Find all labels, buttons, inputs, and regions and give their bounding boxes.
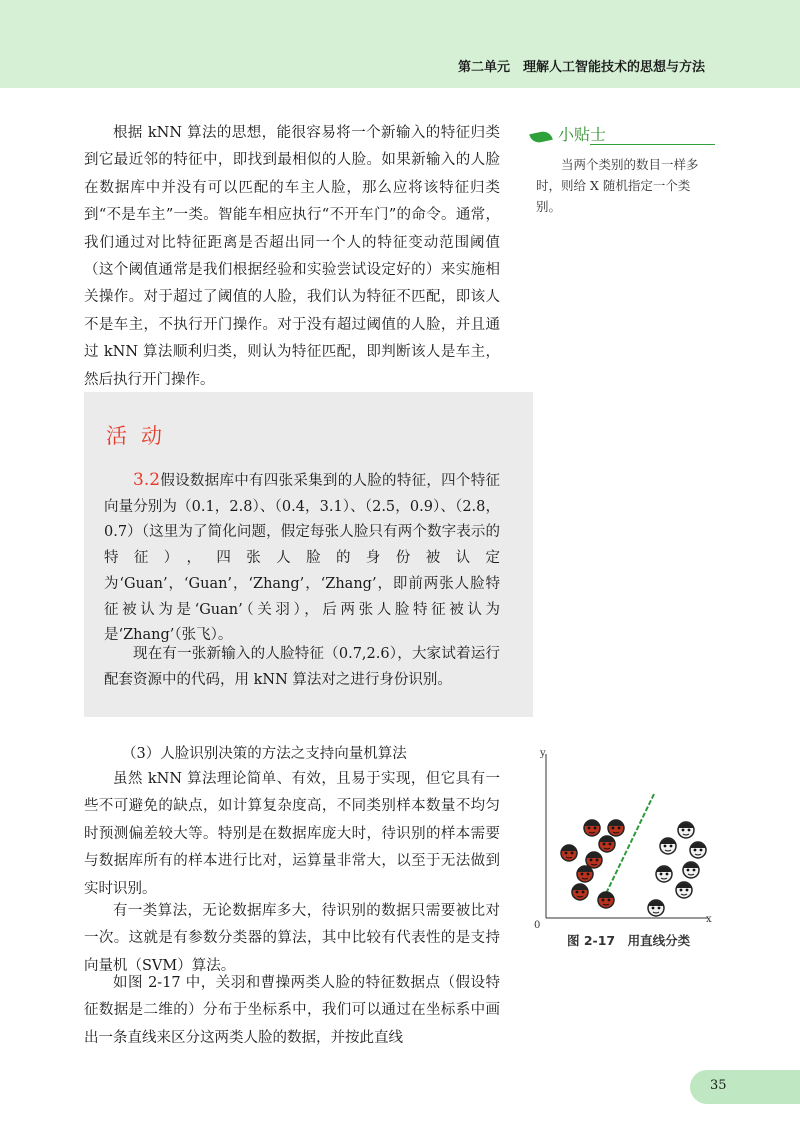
x-axis-label: x <box>706 914 712 925</box>
classification-plot <box>536 746 726 936</box>
white-face-icon <box>648 900 664 916</box>
origin-label: 0 <box>534 920 541 931</box>
activity-text-1: 假设数据库中有四张采集到的人脸的特征，四个特征向量分别为（0.1，2.8）、（0.4，3.1）、（2.5，0.9）、（2.8，0.7）（这里为了简化问题，假定每张人脸只有两个数字表示的特征），四张人脸的身份被认定为‘Guan’，‘Guan’，‘Zhang’，‘Zhang’，即前两张人脸特征被认为是‘Guan’（关羽），后两张人脸特征被认为是‘Zhang’（张飞）。 <box>104 473 500 644</box>
red-face-icon <box>572 884 588 900</box>
red-face-icon <box>561 845 577 861</box>
tip-header <box>530 118 720 148</box>
activity-paragraph-2: 现在有一张新输入的人脸特征（0.7,2.6），大家试着运行配套资源中的代码，用 kNN 算法对之进行身份识别。 <box>104 646 500 688</box>
section-paragraph-2: 有一类算法，无论数据库多大，待识别的数据只需要被比对一次。这就是有参数分类器的算法，其中比较有代表性的是支持向量机（SVM）算法。 <box>84 903 500 974</box>
chapter-title: 第二单元 理解人工智能技术的思想与方法 <box>457 60 705 75</box>
tip-body: 当两个类别的数目一样多时，则给 X 随机指定一个类别。 <box>536 157 699 214</box>
white-face-icon <box>660 838 676 854</box>
intro-paragraph: 根据 kNN 算法的思想，能很容易将一个新输入的特征归类到它最近邻的特征中，即找到最相似的人脸。如果新输入的人脸在数据库中并没有可以匹配的车主人脸，那么应将该特征归类到“不是车主”一类。智能车相应执行“不开车门”的命令。通常，我们通过对比特征距离是否超出同一个人的特征变动范围阈值（这个阈值通常是我们根据经验和实验尝试设定好的）来实施相关操作。对于超过了阈值的人脸，我们认为特征不匹配，即该人不是车主，不执行开门操作。对于没有超过阈值的人脸，并且通过 kNN 算法顺利归类，则认为特征匹配，即判断该人是车主，然后执行开门操作。 <box>84 125 500 388</box>
page-number-tab <box>690 1070 800 1104</box>
tip-title: 小贴士 <box>558 125 607 144</box>
leaf-icon <box>529 130 553 144</box>
red-face-icon <box>608 820 624 836</box>
figure-caption: 图 2-17 用直线分类 <box>567 933 691 948</box>
section-paragraph-1: 虽然 kNN 算法理论简单、有效，且易于实现，但它具有一些不可避免的缺点，如计算复杂度高，不同类别样本数量不均匀时预测偏差较大等。特别是在数据库庞大时，待识别的样本需要与数据库所有的样本进行比对，运算量非常大，以至于无法做到实时识别。 <box>84 771 500 897</box>
figure-2-17 <box>536 746 726 936</box>
white-face-icon <box>676 882 692 898</box>
tip-box <box>530 118 720 217</box>
red-face-icon <box>584 820 600 836</box>
red-face-icon <box>599 836 615 852</box>
white-face-icon <box>656 866 672 882</box>
white-face-icon <box>678 822 694 838</box>
page-number: 35 <box>710 1078 727 1093</box>
white-face-icon <box>690 842 706 858</box>
tip-underline <box>590 144 715 145</box>
red-face-icon <box>586 852 602 868</box>
y-axis-label: y <box>540 748 546 759</box>
section-heading: （3）人脸识别决策的方法之支持向量机算法 <box>122 746 407 762</box>
activity-number: 3.2 <box>133 470 161 490</box>
red-face-icon <box>577 866 593 882</box>
white-face-icon <box>683 862 699 878</box>
activity-title: 活动 <box>106 424 176 448</box>
section-paragraph-3: 如图 2-17 中，关羽和曹操两类人脸的特征数据点（假设特征数据是二维的）分布于坐标系中，我们可以通过在坐标系中画出一条直线来区分这两类人脸的数据，并按此直线 <box>84 975 500 1046</box>
activity-paragraph-1 <box>104 468 500 649</box>
red-face-icon <box>598 892 614 908</box>
